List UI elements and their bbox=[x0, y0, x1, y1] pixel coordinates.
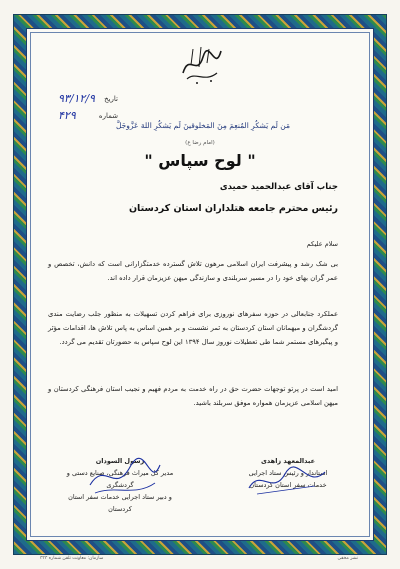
signatory-left-title-1: مدیر کل میراث فرهنگی، صنایع دستی و گردشگری bbox=[66, 469, 174, 489]
footer-left-text: سازمان: معاونت تلفن شماره ۳۳۳ bbox=[40, 556, 104, 561]
paragraph-appreciation: عملکرد جنابعالی در حوزه سفرهای نوروزی برای فراهم کردن تسهیلات به منظور جلب رضایت مندی گردشگران و میهمانان استان کردستان به ثمر نشست و بر همین اساس به پاس تلاش ها، اقدامات مؤثر و پیگیرهای مستمر شما طی تعطیلات نوروز سال ۱۳۹۴ این لوح سپاس به حضورتان تقدیم می گردد. bbox=[48, 310, 338, 346]
signature-right-icon bbox=[245, 460, 330, 500]
signature-left-icon bbox=[85, 455, 165, 500]
signatory-right-title-1: استاندار و رئیس ستاد اجرایی bbox=[248, 469, 328, 477]
signatory-right-title-2: خدمات سفر استان کردستان bbox=[249, 481, 327, 489]
date-value: ۹۳/۱۲/۹ bbox=[58, 92, 95, 105]
paragraph-closing: امید است در پرتو توجهات حضرت حق در راه خدمت به مردم فهیم و نجیب استان فرهنگی کردستان و میهن اسلامی عزیزمان همواره موفق سربلند باشید. bbox=[48, 385, 338, 407]
certificate-title: " لوح سپاس " bbox=[144, 151, 256, 170]
date-label: تاریخ bbox=[104, 94, 118, 103]
greeting: سلام علیکم bbox=[306, 240, 338, 248]
reference-block bbox=[58, 90, 118, 124]
hadith-verse: مَن لَم یَشکُرِ المُنعِمَ مِنَ المَخلوقینَ لَم یَشکُرِ اللهَ عَزَّوجَلَّ bbox=[115, 121, 291, 130]
recipient-name: جناب آقای عبدالحمید حمیدی bbox=[219, 182, 338, 192]
hadith-source: (امام رضا ع) bbox=[185, 140, 215, 146]
signatory-left-name: رسول السودان bbox=[95, 457, 145, 465]
bismillah-calligraphy-icon bbox=[177, 43, 227, 87]
number-value: ۴۲۹ bbox=[58, 109, 76, 122]
footer-right-text: نشر مخفی bbox=[337, 556, 358, 561]
paragraph-intro: بی شک رشد و پیشرفت ایران اسلامی مرهون تلاش گسترده خدمتگزارانی است که دانش، تخصص و عمر گران بهای خود را در مسیر سربلندی و سازندگی میهن عزیزمان قرار داده اند. bbox=[48, 260, 338, 282]
signatory-right-name: عبدالمعهد زاهدی bbox=[260, 457, 316, 465]
signatory-left-title-2: و دبیر ستاد اجرایی خدمات سفر استان کردستان bbox=[68, 493, 172, 513]
recipient-role: رئیس محترم جامعه هتلداران استان کردستان bbox=[128, 203, 338, 214]
number-label: شماره bbox=[98, 111, 118, 120]
